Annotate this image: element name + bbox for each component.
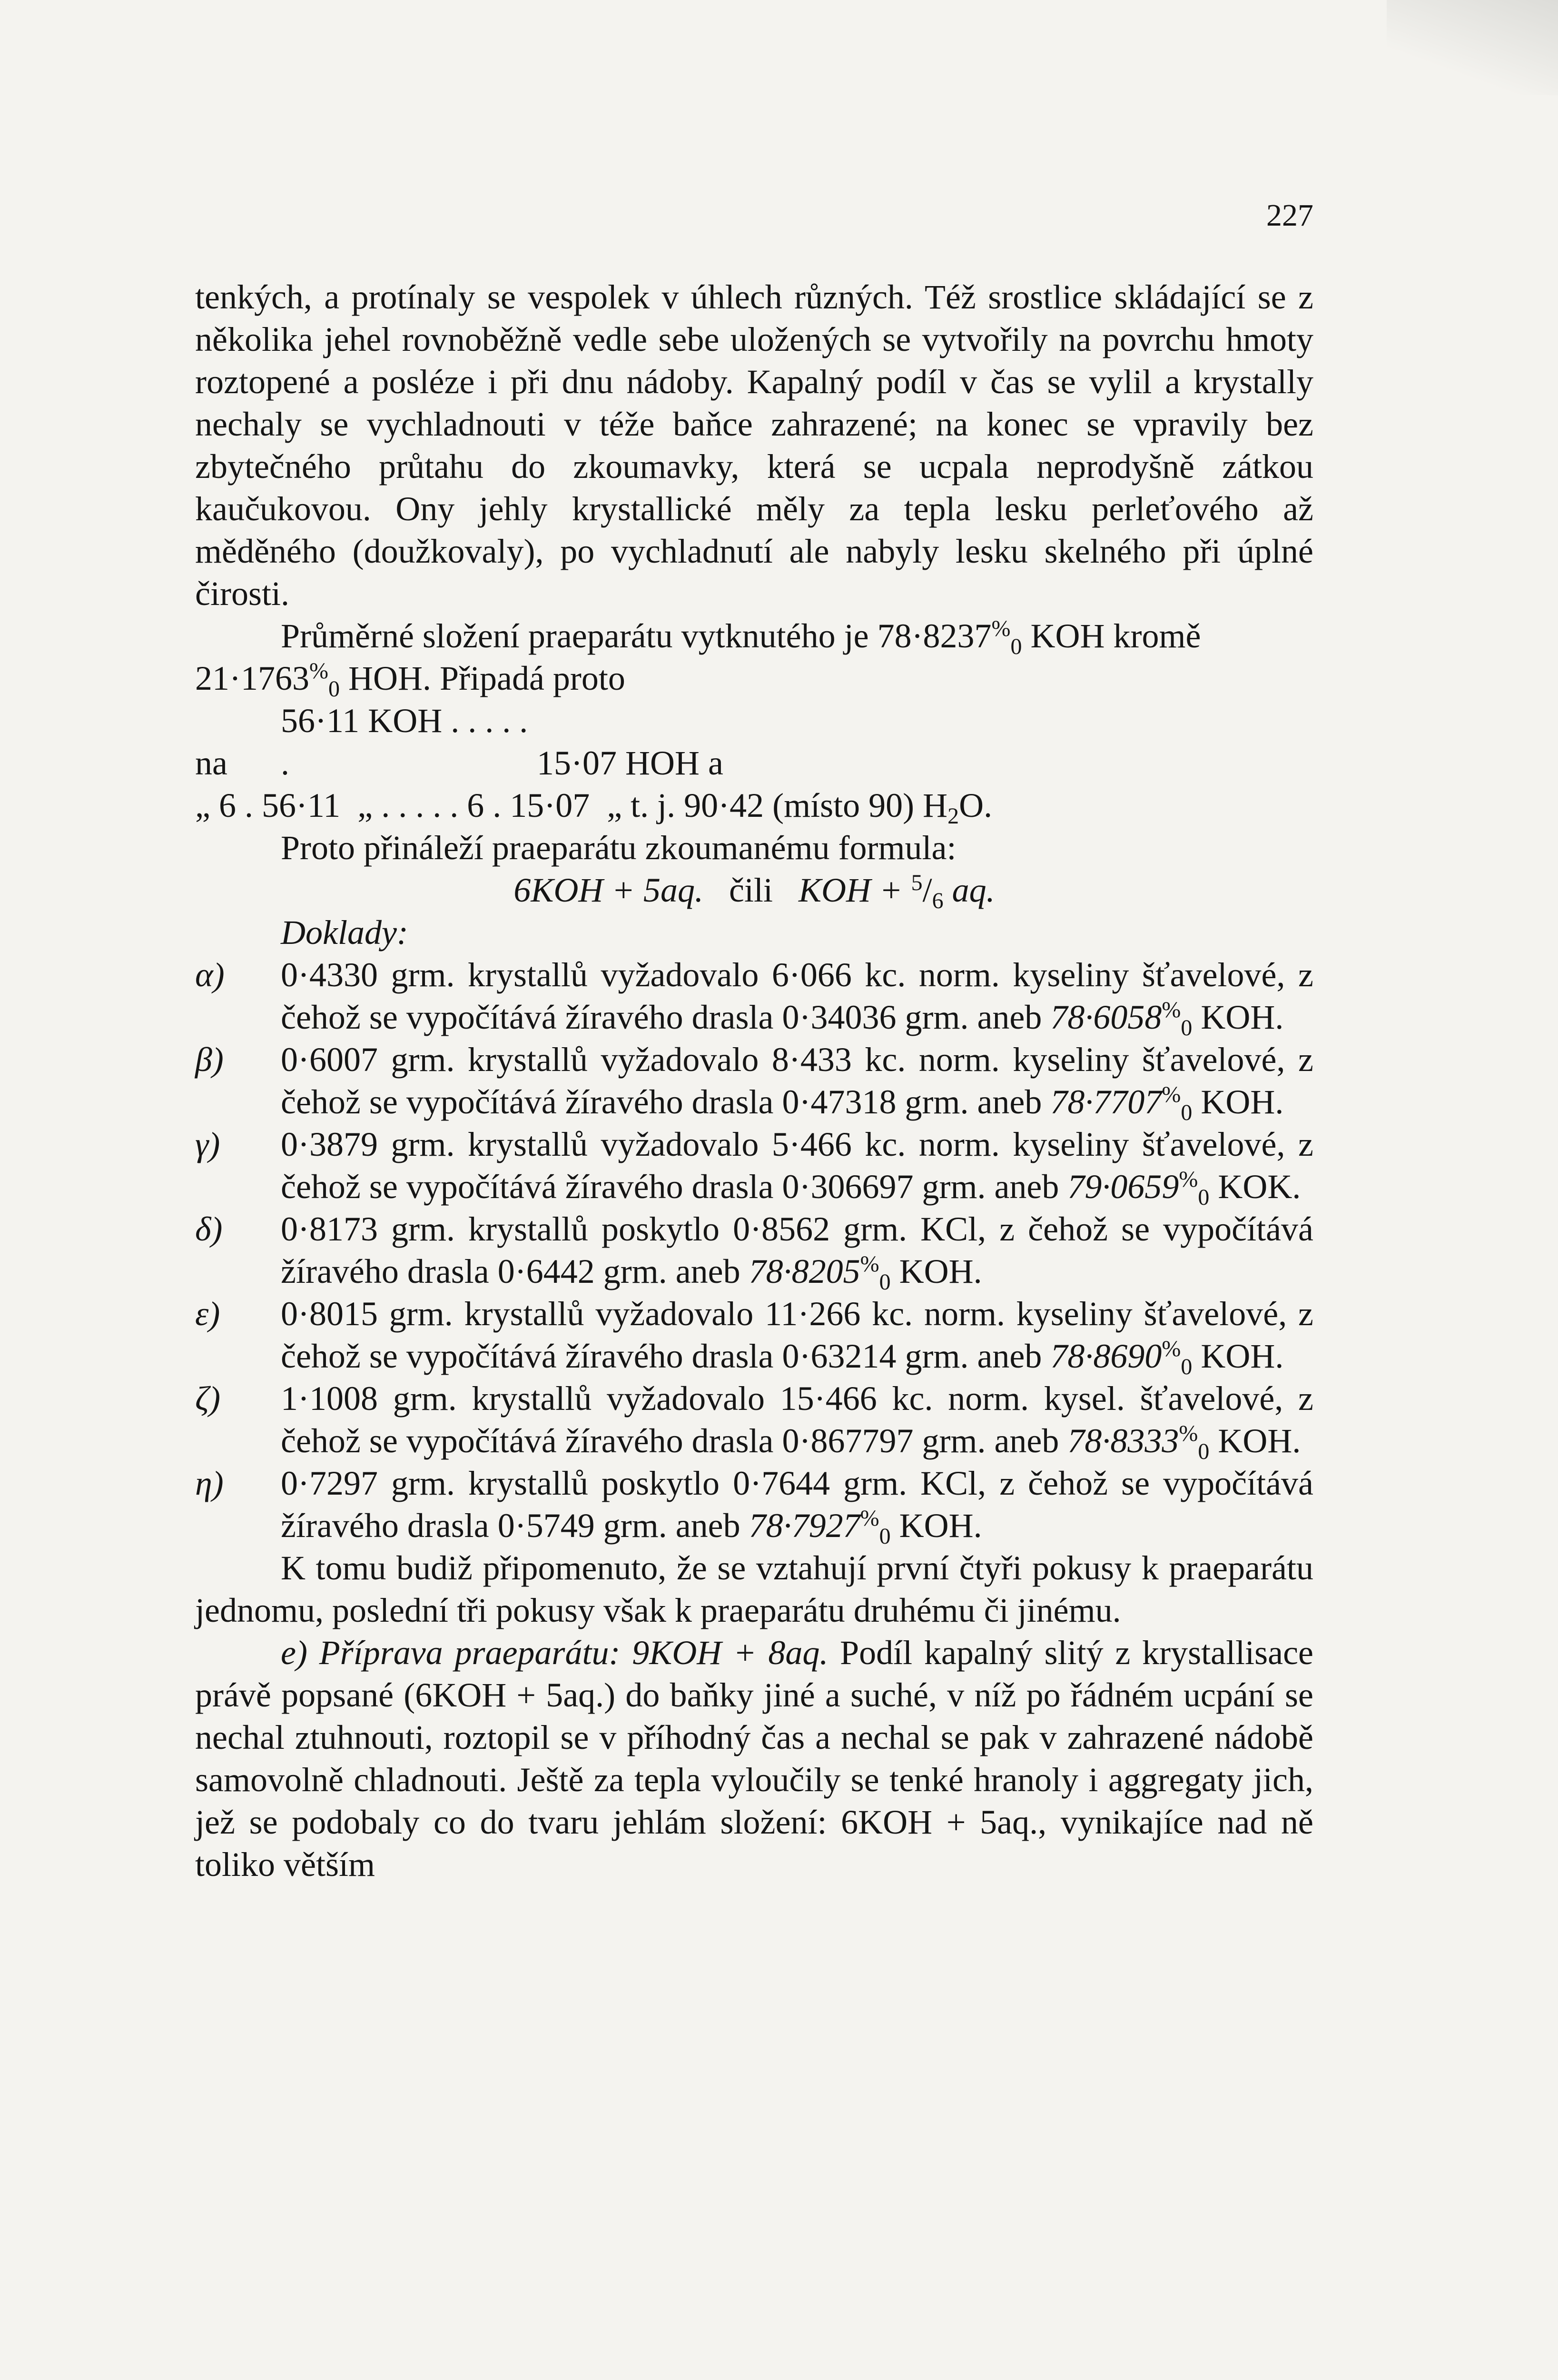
percent-sign: %: [309, 658, 328, 684]
proof-tail: KOH.: [1209, 1422, 1301, 1460]
proof-tail: KOH.: [1192, 998, 1284, 1036]
percent-sign: %: [1179, 1167, 1198, 1192]
proof-tail: KOH.: [1192, 1337, 1284, 1375]
percent-subscript: 0: [1198, 1439, 1210, 1464]
proof-zeta: [195, 1378, 1313, 1462]
composition-text-2a: 21·1763: [195, 659, 309, 697]
percent-subscript: 0: [328, 676, 340, 702]
proof-label: γ): [195, 1125, 220, 1163]
composition-line-2: [195, 657, 1313, 700]
composition-text-2b: HOH. Připadá proto: [339, 659, 625, 697]
remark-paragraph: K tomu budiž připomenuto, že se vztahují první čtyři pokusy k praeparátu jednomu, poslední tři pokusy však k praeparátu druhému či jinému.: [195, 1549, 1313, 1629]
calc-row-2: [195, 784, 1313, 827]
percent-subscript: 0: [1010, 634, 1022, 659]
proof-tail: KOH.: [890, 1507, 982, 1545]
calc-row-1-prefix: na: [195, 744, 227, 782]
proof-eta: [195, 1462, 1313, 1547]
percent-sign: %: [1162, 1082, 1181, 1107]
percent-sign: %: [1162, 997, 1181, 1022]
formula-line: [195, 869, 1313, 912]
proof-gamma: [195, 1123, 1313, 1208]
proof-text: 1·1008 grm. krystallů vyžadovalo 15·466 kc. norm. kysel. šťavelové, z čehož se vypočítává žíravého drasla 0·867797 grm. aneb: [281, 1379, 1313, 1460]
proof-beta: [195, 1039, 1313, 1123]
water-subscript: 2: [947, 803, 959, 829]
percent-sign: %: [860, 1251, 879, 1277]
proof-label: ζ): [195, 1379, 221, 1418]
percent-sign: %: [1179, 1421, 1198, 1446]
proof-percent-value: 79·0659: [1067, 1168, 1179, 1206]
scan-edge-shadow: [1387, 0, 1558, 95]
proof-percent-value: 78·8333: [1067, 1422, 1179, 1460]
calc-row-2-dots: „ . . . . . 6 . 15·07: [357, 786, 590, 824]
section-e-paragraph: [195, 1632, 1313, 1886]
composition-text-1b: KOH kromě: [1022, 617, 1201, 655]
fraction-slash: /: [922, 871, 932, 909]
percent-subscript: 0: [1198, 1185, 1210, 1210]
proof-epsilon: [195, 1293, 1313, 1378]
proof-label: β): [195, 1041, 224, 1079]
proof-label: ε): [195, 1295, 220, 1333]
proof-tail: KOK.: [1209, 1168, 1301, 1206]
section-e-heading: e) Příprava praeparátu: 9KOH + 8aq.: [281, 1634, 828, 1672]
proof-text: 0·7297 grm. krystallů poskytlo 0·7644 grm. KCl, z čehož se vypočítává žíravého drasla 0·5749 grm. aneb: [281, 1464, 1313, 1545]
proof-percent-value: 78·8205: [749, 1252, 860, 1290]
proof-percent-value: 78·7927: [749, 1507, 860, 1545]
formula-intro: Proto přináleží praeparátu zkoumanému formula:: [281, 829, 956, 867]
proof-text: 0·8173 grm. krystallů poskytlo 0·8562 grm. KCl, z čehož se vypočítává žíravého drasla 0·6442 grm. aneb: [281, 1210, 1313, 1290]
proof-delta: [195, 1208, 1313, 1293]
proof-percent-value: 78·7707: [1050, 1083, 1162, 1121]
proof-percent-value: 78·8690: [1050, 1337, 1162, 1375]
proof-percent-value: 78·6058: [1050, 998, 1162, 1036]
percent-subscript: 0: [879, 1269, 891, 1295]
percent-sign: %: [860, 1506, 879, 1531]
fraction-numerator: 5: [911, 870, 923, 895]
section-e-text: Podíl kapalný slitý z krystallisace právě popsané (6KOH + 5aq.) do baňky jiné a suché, v níž po řádném ucpání se nechal ztuhnouti, roztopil se v příhodný čas a nechal se pak v zahrazené nádobě samovolně chladnouti. Ještě za tepla vyloučily se tenké hranoly i aggregaty jich, jež se podobaly co do tvaru jehlám složení: 6KOH + 5aq., vynikajíce nad ně toliko větším: [195, 1634, 1313, 1884]
proof-text: 0·4330 grm. krystallů vyžadovalo 6·066 kc. norm. kyseliny šťavelové, z čehož se vypočítává žíravého drasla 0·34036 grm. aneb: [281, 956, 1313, 1036]
proof-text: 0·3879 grm. krystallů vyžadovalo 5·466 kc. norm. kyseliny šťavelové, z čehož se vypočítává žíravého drasla 0·306697 grm. aneb: [281, 1125, 1313, 1206]
composition-text-1a: Průměrné složení praeparátu vytknutého je 78·8237: [281, 617, 992, 655]
formula-6koh-5aq: 6KOH + 5aq.: [513, 871, 703, 909]
proof-text: 0·8015 grm. krystallů vyžadovalo 11·266 kc. norm. kyseliny šťavelové, z čehož se vypočítává žíravého drasla 0·63214 grm. aneb: [281, 1295, 1313, 1375]
fraction-denominator: 6: [932, 888, 944, 913]
formula-aq: aq.: [943, 871, 995, 909]
paragraph-crystals: tenkých, a protínaly se vespolek v úhlech různých. Též srostlice skládající se z několika jehel rovnoběžně vedle sebe uložených se vytvořily na povrchu hmoty roztopené a posléze i při dnu nádoby. Kapalný podíl v čas se vylil a krystally nechaly se vychladnouti v téže baňce zahrazené; na konec se vpravily bez zbytečného průtahu do zkoumavky, která se ucpala neprodyšně zátkou kaučukovou. Ony jehly krystallické měly za tepla lesku perleťového až měděného (doužkovaly), po vychladnutí ale nabyly lesku skelného při úplné čirosti.: [195, 278, 1313, 613]
proof-tail: KOH.: [1192, 1083, 1284, 1121]
percent-sign: %: [991, 616, 1011, 641]
percent-sign: %: [1162, 1336, 1181, 1361]
calc-row-1: [195, 700, 1313, 784]
calc-row-1-hoh: 15·07 HOH a: [537, 744, 723, 782]
proof-tail: KOH.: [890, 1252, 982, 1290]
calc-row-2-result: „ t. j. 90·42 (místo 90) H: [607, 786, 948, 824]
proof-alpha: [195, 954, 1313, 1039]
proof-text: 0·6007 grm. krystallů vyžadovalo 8·433 kc. norm. kyseliny šťavelové, z čehož se vypočítává žíravého drasla 0·47318 grm. aneb: [281, 1041, 1313, 1121]
formula-cili: čili: [729, 871, 773, 909]
proof-label: δ): [195, 1210, 223, 1248]
percent-subscript: 0: [1181, 1354, 1193, 1379]
calc-row-2-koh: „ 6 . 56·11: [195, 786, 341, 824]
page-number: 227: [1266, 198, 1313, 233]
calc-row-1-koh: 56·11 KOH . . . . . .: [281, 702, 528, 782]
proof-label: α): [195, 956, 225, 994]
proof-label: η): [195, 1464, 224, 1502]
calc-row-2-tail: O.: [959, 786, 993, 824]
percent-subscript: 0: [1181, 1015, 1193, 1041]
percent-subscript: 0: [879, 1524, 891, 1549]
page-body: [195, 276, 1313, 1886]
percent-subscript: 0: [1181, 1100, 1193, 1125]
composition-line-1: [195, 615, 1313, 657]
formula-koh: KOH +: [798, 871, 911, 909]
doklady-heading: Doklady:: [281, 913, 408, 952]
